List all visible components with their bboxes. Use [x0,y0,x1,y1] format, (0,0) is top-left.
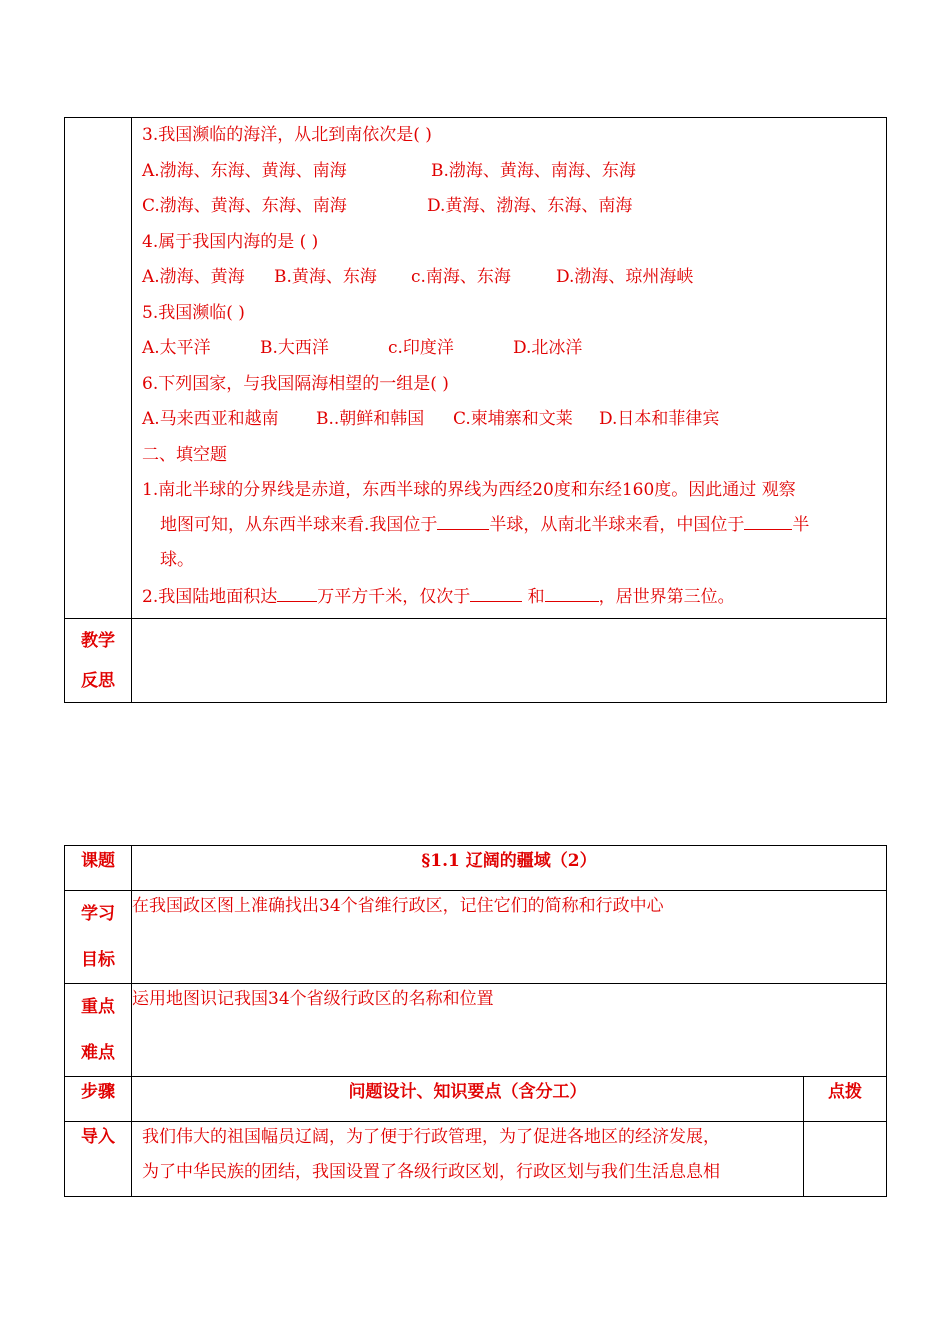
lesson-plan-table [64,845,887,1197]
reflection-label-line-2: 反思 [81,671,115,691]
reflection-content[interactable] [132,619,887,703]
reflection-label-line-1: 教学 [81,631,115,651]
intro-line-1: 我们伟大的祖国幅员辽阔，为了便于行政管理，为了促进各地区的经济发展， [142,1127,720,1147]
reflection-label [65,619,132,703]
fill-2-text-c: 和 [527,587,545,607]
goal-label [65,891,132,984]
intro-line-2: 为了中华民族的团结，我国设置了各级行政区划，行政区划与我们生活息息相 [142,1162,720,1182]
left-blank-cell [65,118,132,619]
answer-blank[interactable] [744,509,792,530]
fill-1-line-3: 球。 [160,550,194,570]
option-a: A.渤海、东海、黄海、南海 [142,160,347,181]
option-c: C.渤海、黄海、东海、南海 [142,196,347,216]
worksheet-table-top [64,117,887,703]
answer-blank[interactable] [437,509,489,530]
question-5-stem: 5.我国濒临( ) [142,302,245,323]
option-a: A.太平洋 [142,338,211,358]
goal-text: 在我国政区图上准确找出34个省维行政区，记住它们的简称和行政中心 [132,891,887,984]
intro-content [132,1122,804,1197]
answer-blank[interactable] [545,581,599,602]
fill-1-line-2 [142,508,878,543]
option-d: D.北冰洋 [513,338,583,358]
option-d: D.日本和菲律宾 [599,409,720,429]
question-3-options-row-2 [132,189,886,225]
option-a: A.马来西亚和越南 [142,409,279,429]
goal-label-line-1: 学习 [81,904,115,924]
topic-label: 课题 [65,846,132,891]
fill-1-text-c: 半 [792,515,810,535]
fill-1-text-a: 地图可知，从东西半球来看.我国位于 [160,515,438,535]
section-title-fill-blank: 二、填空题 [142,444,227,465]
topic-title: §1.1 辽阔的疆域（2） [132,846,887,891]
fill-1-text-b: 半球，从南北半球来看，中国位于 [489,515,745,535]
answer-blank[interactable] [470,581,522,602]
steps-label: 步骤 [65,1077,132,1122]
key-label-line-1: 重点 [81,997,115,1017]
question-3-stem: 3.我国濒临的海洋，从北到南依次是( ) [142,125,432,145]
key-points-text: 运用地图识记我国34个省级行政区的名称和位置 [132,984,887,1077]
hint-header: 点拨 [804,1077,887,1122]
fill-2-text-a: 2.我国陆地面积达 [142,587,278,607]
key-points-label [65,984,132,1077]
key-label-line-2: 难点 [81,1043,115,1063]
option-c: c.南海、东海 [411,267,511,287]
option-b: B..朝鲜和韩国 [316,409,425,429]
fill-1-line-1: 1.南北半球的分界线是赤道，东西半球的界线为西经20度和东经160度。因此通过 观察 [142,480,796,500]
option-c: c.印度洋 [388,338,454,358]
option-b: B.渤海、黄海、南海、东海 [431,160,636,181]
option-d: D.黄海、渤海、东海、南海 [427,196,633,216]
question-6-stem: 6.下列国家，与我国隔海相望的一组是( ) [142,373,449,394]
question-3-options-row-1 [132,154,886,190]
intro-label: 导入 [65,1122,132,1197]
question-6-options [132,402,886,438]
option-b: B.黄海、东海 [274,267,377,287]
answer-blank[interactable] [277,581,317,602]
intro-hint-cell [804,1122,887,1197]
question-5-options [132,331,886,367]
fill-question-1 [132,473,886,578]
question-4-options [132,260,886,296]
fill-2-text-d: ，居世界第三位。 [598,587,735,607]
questions-cell [132,118,887,619]
question-4-stem: 4.属于我国内海的是 ( ) [142,231,319,252]
goal-label-line-2: 目标 [81,950,115,970]
option-b: B.大西洋 [260,338,329,358]
option-c: C.柬埔寨和文莱 [453,409,573,429]
steps-header: 问题设计、知识要点（含分工） [132,1077,804,1122]
option-d: D.渤海、琼州海峡 [556,267,694,287]
option-a: A.渤海、黄海 [142,267,245,287]
fill-2-text-b: 万平方千米，仅次于 [317,587,471,607]
fill-question-2 [132,578,886,615]
